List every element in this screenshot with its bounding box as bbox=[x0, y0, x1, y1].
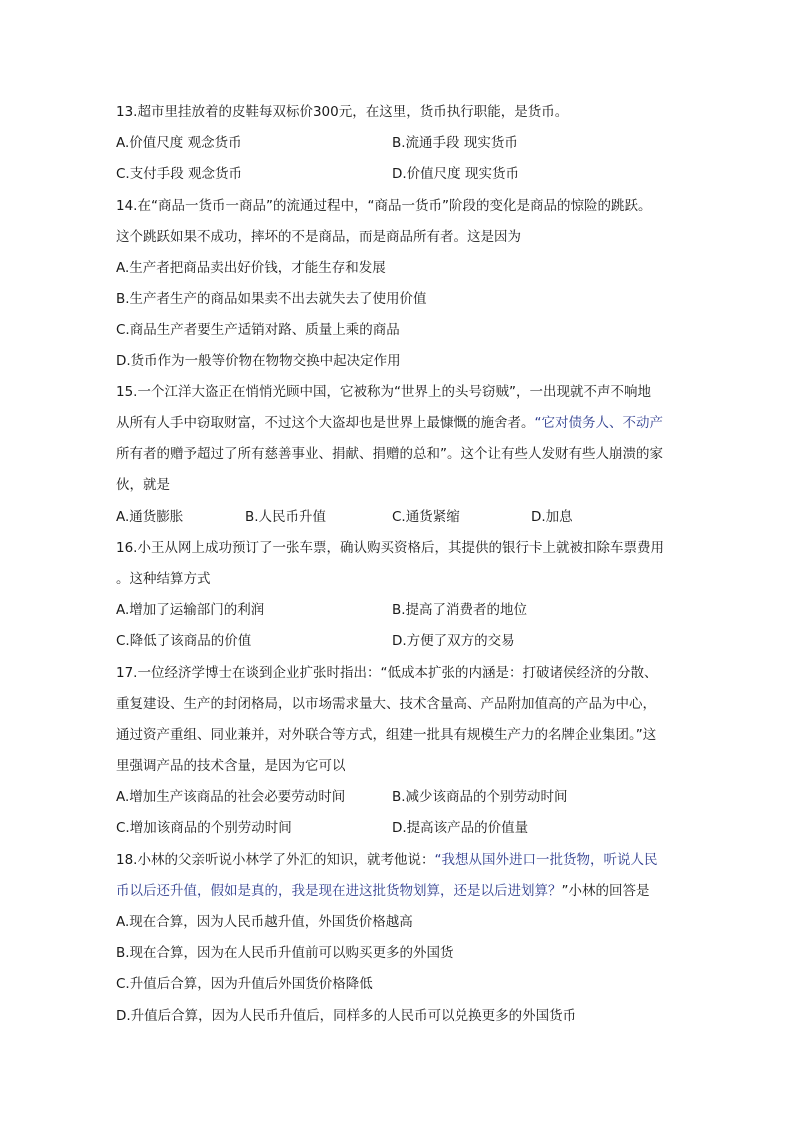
q13-stem: 13.超市里挂放着的皮鞋每双标价300元，在这里，货币执行职能，是货币。 bbox=[116, 104, 569, 120]
q16-option-c: C.降低了该商品的价值 bbox=[116, 633, 252, 649]
q15-option-a: A.通货膨胀 bbox=[116, 509, 184, 525]
q17-option-b: B.减少该商品的个别劳动时间 bbox=[392, 789, 568, 805]
q17-option-a: A.增加生产该商品的社会必要劳动时间 bbox=[116, 789, 346, 805]
q17-stem-line4: 里强调产品的技术含量，是因为它可以 bbox=[116, 758, 346, 774]
q15-stem-line4: 伙，就是 bbox=[116, 477, 170, 493]
q15-quote-start: “它对债务人、不动产 bbox=[534, 415, 663, 431]
q16-option-a: A.增加了运输部门的利润 bbox=[116, 602, 265, 618]
q18-option-d: D.升值后合算，因为人民币升值后，同样多的人民币可以兑换更多的外国货币 bbox=[116, 1008, 577, 1024]
q14-option-a: A.生产者把商品卖出好价钱，才能生存和发展 bbox=[116, 260, 386, 276]
q13-option-d: D.价值尺度 现实货币 bbox=[392, 166, 519, 182]
q18-stem-line1 bbox=[116, 850, 696, 870]
q18-option-a: A.现在合算，因为人民币越升值，外国货价格越高 bbox=[116, 914, 413, 930]
q13-option-c: C.支付手段 观念货币 bbox=[116, 166, 243, 182]
q18-option-b: B.现在合算，因为在人民币升值前可以购买更多的外国货 bbox=[116, 945, 454, 961]
q17-stem-line2: 重复建设、生产的封闭格局，以市场需求量大、技术含量高、产品附加值高的产品为中心， bbox=[116, 696, 656, 712]
q17-option-c: C.增加该商品的个别劳动时间 bbox=[116, 820, 292, 836]
q14-option-c: C.商品生产者要生产适销对路、质量上乘的商品 bbox=[116, 322, 400, 338]
q15-option-b: B.人民币升值 bbox=[245, 509, 327, 525]
q18-stem-line2-text: ”小林的回答是 bbox=[561, 883, 650, 899]
q18-quote-start: “我想从国外进口一批货物，听说人民 bbox=[434, 852, 658, 868]
q16-option-b: B.提高了消费者的地位 bbox=[392, 602, 528, 618]
q15-stem-line1: 15.一个江洋大盗正在悄悄光顾中国，它被称为“世界上的头号窃贼”，一出现就不声不响地 bbox=[116, 384, 651, 400]
q14-option-d: D.货币作为一般等价物在物物交换中起决定作用 bbox=[116, 353, 401, 369]
q15-option-d: D.加息 bbox=[531, 509, 573, 525]
q18-option-c: C.升值后合算，因为升值后外国货价格降低 bbox=[116, 976, 373, 992]
q14-stem-line1: 14.在“商品一货币一商品”的流通过程中，“商品一货币”阶段的变化是商品的惊险的跳跃。 bbox=[116, 198, 652, 214]
q17-option-d: D.提高该产品的价值量 bbox=[392, 820, 529, 836]
q16-stem-line1: 16.小王从网上成功预订了一张车票，确认购买资格后，其提供的银行卡上就被扣除车票费用 bbox=[116, 540, 664, 556]
q15-option-c: C.通货紧缩 bbox=[392, 509, 460, 525]
q18-quote-end: 币以后还升值，假如是真的，我是现在进这批货物划算，还是以后进划算？ bbox=[116, 883, 562, 899]
q14-stem-line2: 这个跳跃如果不成功，摔坏的不是商品，而是商品所有者。这是因为 bbox=[116, 229, 521, 245]
q15-stem-line3: 所有者的赠予超过了所有慈善事业、捐献、捐赠的总和”。这个让有些人发财有些人崩溃的家 bbox=[116, 446, 663, 462]
q18-stem-line1-text: 18.小林的父亲听说小林学了外汇的知识，就考他说： bbox=[116, 852, 435, 868]
q13-option-b: B.流通手段 现实货币 bbox=[392, 135, 518, 151]
q16-stem-line2: 。这种结算方式 bbox=[116, 571, 211, 587]
q15-stem-line2 bbox=[116, 413, 696, 433]
q17-stem-line3: 通过资产重组、同业兼并，对外联合等方式，组建一批具有规模生产力的名牌企业集团。”这 bbox=[116, 727, 657, 743]
q17-stem-line1: 17.一位经济学博士在谈到企业扩张时指出：“低成本扩张的内涵是：打破诸侯经济的分散、 bbox=[116, 665, 658, 681]
q13-option-a: A.价值尺度 观念货币 bbox=[116, 135, 242, 151]
q14-option-b: B.生产者生产的商品如果卖不出去就失去了使用价值 bbox=[116, 291, 427, 307]
q15-stem-line2-text: 从所有人手中窃取财富，不过这个大盗却也是世界上最慷慨的施舍者。 bbox=[116, 415, 535, 431]
q18-stem-line2 bbox=[116, 881, 696, 901]
q16-option-d: D.方便了双方的交易 bbox=[392, 633, 515, 649]
